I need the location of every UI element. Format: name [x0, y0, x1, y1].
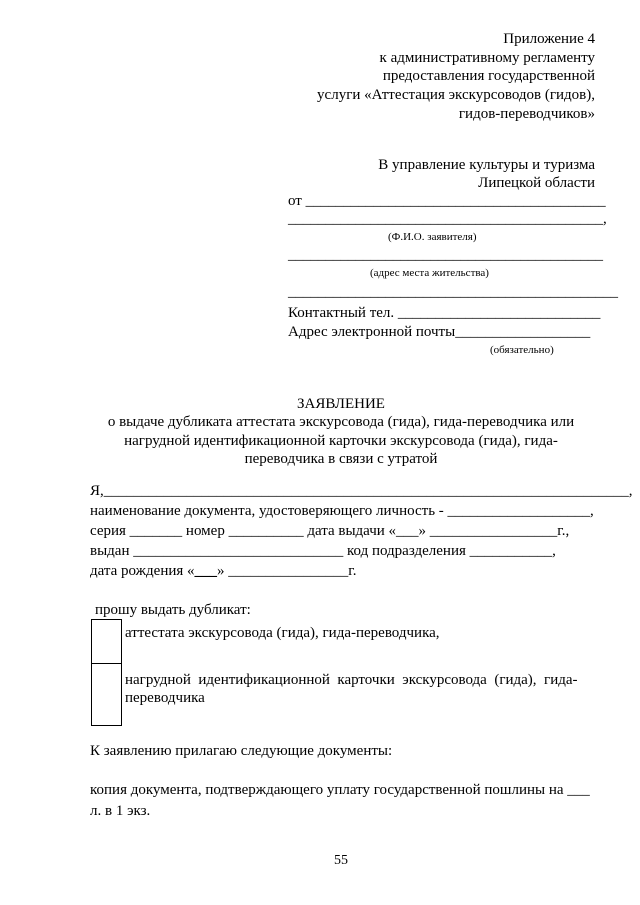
form-name-line[interactable]: Я,______________________________________________________________________, [90, 483, 633, 499]
appendix-line-2: к административному регламенту [379, 50, 595, 66]
attachments-intro: К заявлению прилагаю следующие документы: [90, 743, 393, 759]
document-title: ЗАЯВЛЕНИЕ [297, 396, 385, 412]
address-caption: (адрес места жительства) [370, 267, 489, 279]
required-caption: (обязательно) [490, 344, 554, 356]
birth-date-suffix: » ________________г. [217, 563, 357, 579]
address-blank-line-2[interactable]: ____________________________________________ [288, 284, 618, 300]
appendix-line-1: Приложение 4 [503, 31, 595, 47]
heading-line-3: переводчика в связи с утратой [244, 451, 438, 467]
fio-blank-line[interactable]: __________________________________________, [288, 211, 607, 227]
email-line[interactable]: Адрес электронной почты__________________ [288, 324, 591, 340]
form-id-document-line[interactable]: наименование документа, удостоверяющего личность - ___________________, [90, 503, 594, 519]
addressee-line-1: В управление культуры и туризма [378, 157, 595, 173]
attachments-line-1[interactable]: копия документа, подтверждающего уплату государственной пошлины на ___ [90, 782, 590, 798]
form-issued-by-line[interactable]: выдан ____________________________ код подразделения ___________, [90, 543, 556, 559]
option-certificate-label: аттестата экскурсовода (гида), гида-переводчика, [125, 625, 440, 641]
checkbox-badge[interactable] [91, 663, 122, 726]
page-number: 55 [334, 853, 348, 868]
form-birth-date-line[interactable] [90, 564, 357, 579]
form-series-number-line[interactable]: серия _______ номер __________ дата выдачи «___» _________________г., [90, 523, 570, 539]
phone-line[interactable]: Контактный тел. ___________________________ [288, 305, 601, 321]
heading-line-2: нагрудной идентификационной карточки экскурсовода (гида), гида- [124, 433, 558, 449]
from-line[interactable]: от ________________________________________ [288, 193, 606, 209]
request-intro: прошу выдать дубликат: [95, 602, 251, 618]
checkbox-certificate[interactable] [91, 619, 122, 664]
addressee-line-2: Липецкой области [478, 175, 595, 191]
birth-date-day-blank[interactable]: ___ [194, 563, 218, 579]
option-badge-label-line-1: нагрудной идентификационной карточки экскурсовода (гида), гида- [125, 672, 578, 688]
appendix-line-5: гидов-переводчиков» [458, 106, 595, 122]
appendix-line-3: предоставления государственной [382, 68, 595, 84]
address-blank-line[interactable]: __________________________________________ [288, 247, 603, 263]
fio-caption: (Ф.И.О. заявителя) [388, 231, 477, 243]
birth-date-prefix: дата рождения « [90, 563, 195, 579]
appendix-line-4: услуги «Аттестация экскурсоводов (гидов), [317, 87, 595, 103]
attachments-line-2: л. в 1 экз. [90, 803, 151, 819]
heading-line-1: о выдаче дубликата аттестата экскурсовода (гида), гида-переводчика или [107, 414, 575, 430]
option-badge-label-line-2: переводчика [125, 690, 205, 706]
